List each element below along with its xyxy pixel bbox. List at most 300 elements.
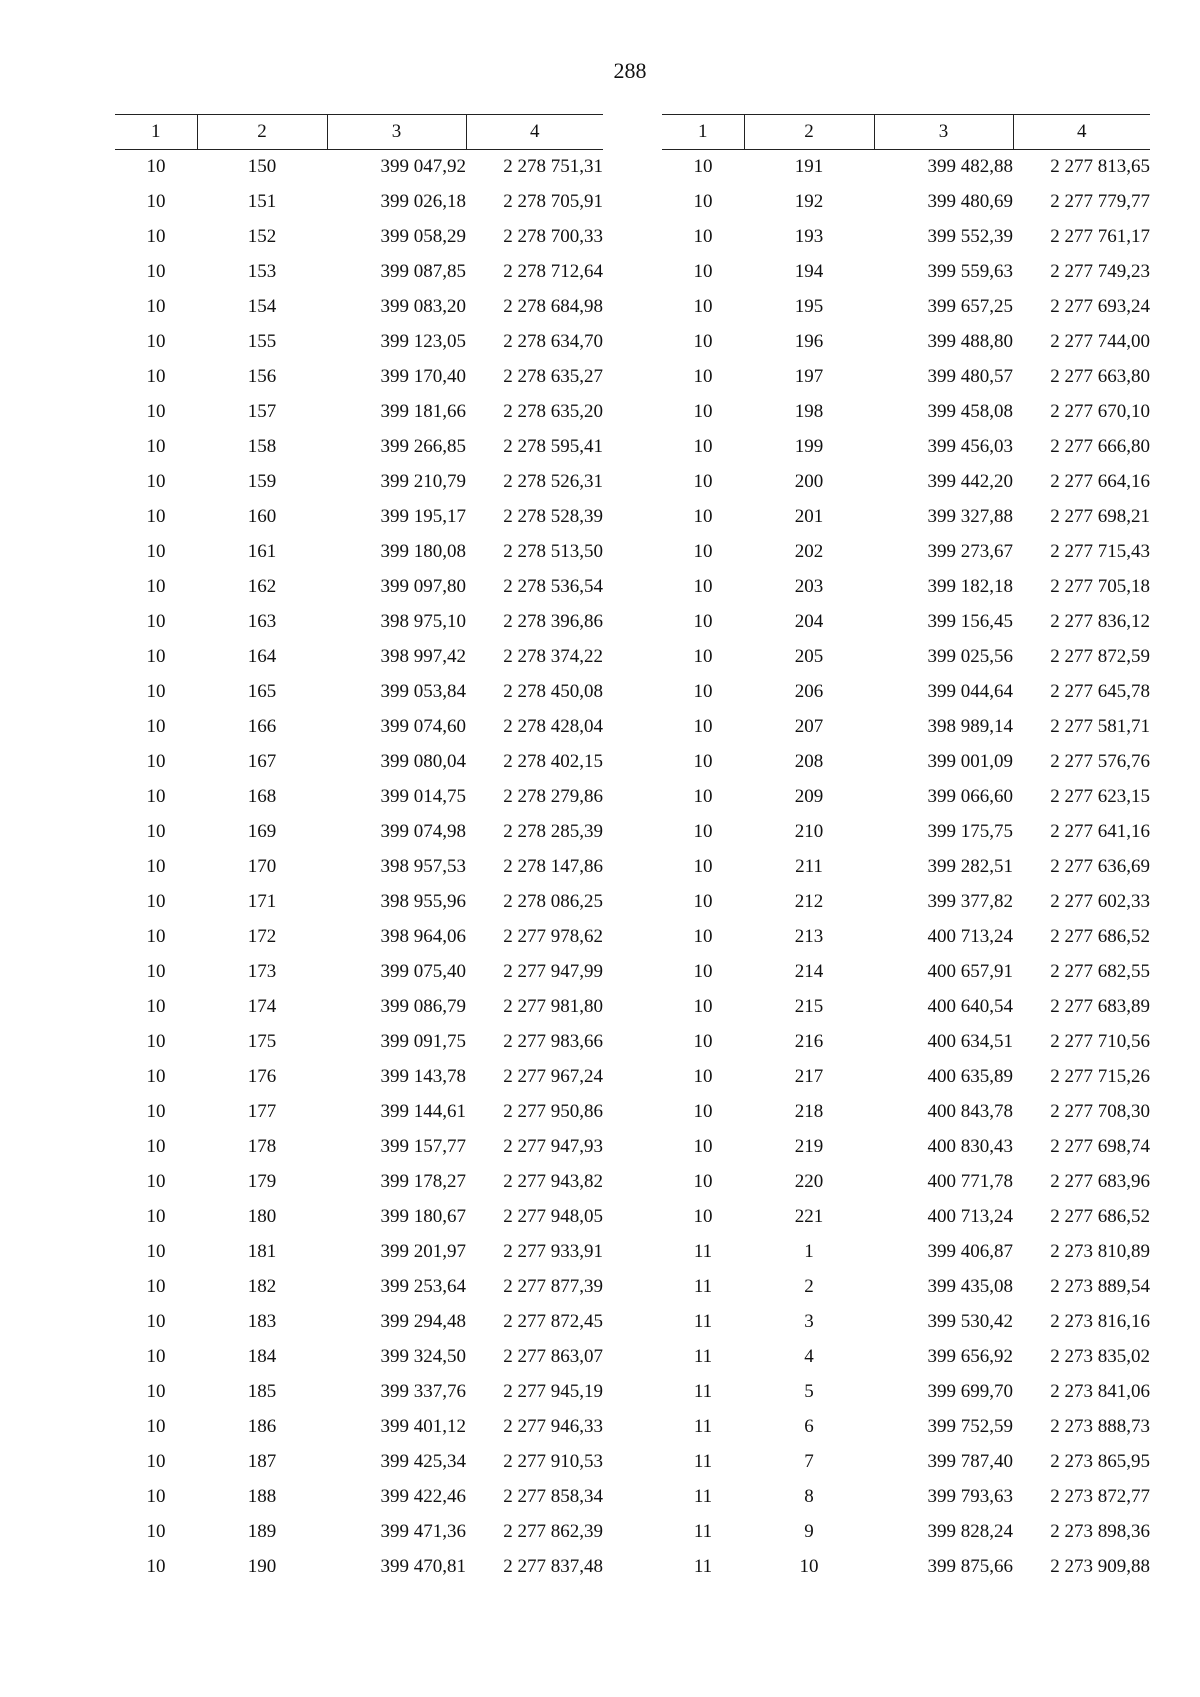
table-cell: 6 <box>804 1416 814 1437</box>
table-cell: 400 830,43 <box>927 1136 1013 1157</box>
table-row <box>115 990 603 1025</box>
table-cell: 10 <box>146 1521 166 1542</box>
table-cell: 2 277 698,21 <box>1050 506 1150 527</box>
coordinates-table-right <box>662 114 1150 1585</box>
table-row <box>115 1410 603 1445</box>
table-cell: 164 <box>247 646 277 667</box>
table-row <box>115 955 603 990</box>
table-header-row <box>115 115 603 150</box>
table-cell: 203 <box>794 576 824 597</box>
table-cell: 399 001,09 <box>927 751 1013 772</box>
table-cell: 2 277 948,05 <box>503 1206 603 1227</box>
table-cell: 197 <box>794 366 824 387</box>
table-cell: 399 087,85 <box>380 261 466 282</box>
table-row <box>115 430 603 465</box>
table-cell: 2 278 634,70 <box>503 331 603 352</box>
table-cell: 201 <box>794 506 824 527</box>
table-cell: 399 175,75 <box>927 821 1013 842</box>
table-cell: 2 277 663,80 <box>1050 366 1150 387</box>
table-cell: 2 277 779,77 <box>1050 191 1150 212</box>
table-cell: 171 <box>247 891 277 912</box>
table-cell: 168 <box>247 786 277 807</box>
table-cell: 10 <box>146 1206 166 1227</box>
table-cell: 10 <box>146 401 166 422</box>
table-cell: 10 <box>799 1556 819 1577</box>
table-cell: 210 <box>794 821 824 842</box>
table-row <box>115 675 603 710</box>
table-cell: 178 <box>247 1136 277 1157</box>
table-cell: 399 327,88 <box>927 506 1013 527</box>
table-cell: 209 <box>794 786 824 807</box>
table-row <box>115 500 603 535</box>
table-cell: 2 278 536,54 <box>503 576 603 597</box>
table-cell: 10 <box>146 681 166 702</box>
table-cell: 399 074,98 <box>380 821 466 842</box>
table-cell: 400 771,78 <box>927 1171 1013 1192</box>
table-cell: 399 123,05 <box>380 331 466 352</box>
table-cell: 11 <box>693 1276 713 1297</box>
table-row <box>662 1550 1150 1585</box>
table-cell: 2 273 810,89 <box>1050 1241 1150 1262</box>
table-cell: 2 277 698,74 <box>1050 1136 1150 1157</box>
table-row <box>662 1200 1150 1235</box>
table-cell: 205 <box>794 646 824 667</box>
table-cell: 2 273 889,54 <box>1050 1276 1150 1297</box>
table-cell: 399 482,88 <box>927 156 1013 178</box>
table-cell: 399 180,08 <box>380 541 466 562</box>
table-cell: 10 <box>693 751 713 772</box>
table-cell: 399 471,36 <box>380 1521 466 1542</box>
table-cell: 163 <box>247 611 277 632</box>
table-cell: 2 273 888,73 <box>1050 1416 1150 1437</box>
column-header: 4 <box>1013 115 1150 150</box>
table-cell: 10 <box>693 611 713 632</box>
table-cell: 2 277 708,30 <box>1050 1101 1150 1122</box>
table-cell: 2 277 686,52 <box>1050 1206 1150 1227</box>
table-cell: 10 <box>693 471 713 492</box>
table-cell: 220 <box>794 1171 824 1192</box>
table-row <box>115 885 603 920</box>
table-cell: 10 <box>146 646 166 667</box>
table-row <box>115 780 603 815</box>
table-cell: 10 <box>146 366 166 387</box>
table-row <box>662 885 1150 920</box>
table-cell: 10 <box>146 1311 166 1332</box>
table-row <box>662 570 1150 605</box>
table-row <box>662 640 1150 675</box>
table-cell: 10 <box>693 576 713 597</box>
table-cell: 2 277 710,56 <box>1050 1031 1150 1052</box>
table-header-row <box>662 115 1150 150</box>
table-cell: 211 <box>795 856 823 877</box>
table-cell: 399 025,56 <box>927 646 1013 667</box>
table-cell: 159 <box>247 471 277 492</box>
table-cell: 10 <box>693 331 713 352</box>
table-cell: 11 <box>693 1416 713 1437</box>
table-row <box>115 570 603 605</box>
table-cell: 182 <box>247 1276 277 1297</box>
table-cell: 2 277 863,07 <box>503 1346 603 1367</box>
table-cell: 10 <box>693 1066 713 1087</box>
table-row <box>662 325 1150 360</box>
table-cell: 10 <box>693 366 713 387</box>
table-cell: 152 <box>247 226 277 247</box>
table-cell: 10 <box>146 751 166 772</box>
table-cell: 399 091,75 <box>380 1031 466 1052</box>
table-cell: 2 278 428,04 <box>503 716 603 737</box>
table-cell: 216 <box>794 1031 824 1052</box>
table-cell: 399 828,24 <box>927 1521 1013 1542</box>
table-cell: 399 282,51 <box>927 856 1013 877</box>
table-cell: 10 <box>693 1171 713 1192</box>
table-cell: 399 488,80 <box>927 331 1013 352</box>
table-cell: 2 277 664,16 <box>1050 471 1150 492</box>
table-cell: 398 964,06 <box>380 926 466 947</box>
table-cell: 218 <box>794 1101 824 1122</box>
table-cell: 399 458,08 <box>927 401 1013 422</box>
table-cell: 399 086,79 <box>380 996 466 1017</box>
table-cell: 10 <box>693 541 713 562</box>
table-row <box>115 185 603 220</box>
table-cell: 191 <box>794 156 824 178</box>
table-cell: 2 277 645,78 <box>1050 681 1150 702</box>
table-row <box>115 815 603 850</box>
table-cell: 399 074,60 <box>380 716 466 737</box>
table-cell: 11 <box>693 1241 713 1262</box>
table-cell: 399 201,97 <box>380 1241 466 1262</box>
table-cell: 176 <box>247 1066 277 1087</box>
table-row <box>662 1375 1150 1410</box>
table-cell: 399 170,40 <box>380 366 466 387</box>
table-cell: 188 <box>247 1486 277 1507</box>
table-cell: 174 <box>247 996 277 1017</box>
table-row <box>662 780 1150 815</box>
table-cell: 398 975,10 <box>380 611 466 632</box>
table-cell: 186 <box>247 1416 277 1437</box>
table-cell: 400 713,24 <box>927 1206 1013 1227</box>
table-cell: 2 277 666,80 <box>1050 436 1150 457</box>
table-row <box>662 675 1150 710</box>
table-cell: 180 <box>247 1206 277 1227</box>
table-cell: 10 <box>146 996 166 1017</box>
table-cell: 2 277 715,26 <box>1050 1066 1150 1087</box>
table-cell: 166 <box>247 716 277 737</box>
table-cell: 399 401,12 <box>380 1416 466 1437</box>
table-cell: 215 <box>794 996 824 1017</box>
table-cell: 10 <box>146 296 166 317</box>
table-cell: 398 957,53 <box>380 856 466 877</box>
table-row <box>662 1235 1150 1270</box>
table-cell: 10 <box>693 996 713 1017</box>
table-cell: 400 713,24 <box>927 926 1013 947</box>
table-cell: 399 075,40 <box>380 961 466 982</box>
table-row <box>115 1200 603 1235</box>
table-row <box>115 535 603 570</box>
table-cell: 399 253,64 <box>380 1276 466 1297</box>
table-cell: 399 787,40 <box>927 1451 1013 1472</box>
table-cell: 2 277 933,91 <box>503 1241 603 1262</box>
table-cell: 10 <box>146 541 166 562</box>
table-row <box>662 150 1150 185</box>
table-cell: 167 <box>247 751 277 772</box>
table-cell: 2 277 602,33 <box>1050 891 1150 912</box>
table-cell: 150 <box>247 156 277 178</box>
table-cell: 399 014,75 <box>380 786 466 807</box>
table-cell: 2 277 744,00 <box>1050 331 1150 352</box>
table-cell: 2 277 946,33 <box>503 1416 603 1437</box>
table-cell: 2 277 686,52 <box>1050 926 1150 947</box>
table-cell: 189 <box>247 1521 277 1542</box>
table-cell: 10 <box>146 471 166 492</box>
table-row <box>662 1410 1150 1445</box>
table-cell: 2 273 835,02 <box>1050 1346 1150 1367</box>
table-cell: 158 <box>247 436 277 457</box>
table-cell: 10 <box>146 891 166 912</box>
table-cell: 172 <box>247 926 277 947</box>
table-cell: 2 277 813,65 <box>1050 156 1150 178</box>
table-cell: 10 <box>146 1066 166 1087</box>
table-cell: 2 277 749,23 <box>1050 261 1150 282</box>
table-cell: 399 066,60 <box>927 786 1013 807</box>
table-cell: 2 277 761,17 <box>1050 226 1150 247</box>
table-cell: 399 480,57 <box>927 366 1013 387</box>
table-cell: 2 277 576,76 <box>1050 751 1150 772</box>
table-row <box>662 1095 1150 1130</box>
table-cell: 204 <box>794 611 824 632</box>
table-cell: 10 <box>146 716 166 737</box>
table-row <box>115 1375 603 1410</box>
table-cell: 10 <box>146 1381 166 1402</box>
table-cell: 2 278 279,86 <box>503 786 603 807</box>
table-cell: 2 278 396,86 <box>503 611 603 632</box>
table-row <box>115 710 603 745</box>
table-cell: 10 <box>146 611 166 632</box>
table-cell: 399 422,46 <box>380 1486 466 1507</box>
table-cell: 398 989,14 <box>927 716 1013 737</box>
table-cell: 2 278 147,86 <box>503 856 603 877</box>
table-row <box>115 1550 603 1585</box>
table-cell: 190 <box>247 1556 277 1577</box>
table-cell: 177 <box>247 1101 277 1122</box>
table-cell: 157 <box>247 401 277 422</box>
table-cell: 11 <box>693 1346 713 1367</box>
table-cell: 10 <box>693 716 713 737</box>
table-cell: 9 <box>804 1521 814 1542</box>
table-cell: 10 <box>146 1171 166 1192</box>
table-cell: 399 377,82 <box>927 891 1013 912</box>
table-cell: 10 <box>146 191 166 212</box>
table-cell: 399 044,64 <box>927 681 1013 702</box>
table-cell: 399 143,78 <box>380 1066 466 1087</box>
table-cell: 2 277 682,55 <box>1050 961 1150 982</box>
table-cell: 399 156,45 <box>927 611 1013 632</box>
table-cell: 2 277 623,15 <box>1050 786 1150 807</box>
table-cell: 10 <box>146 1241 166 1262</box>
table-cell: 2 277 872,59 <box>1050 646 1150 667</box>
table-cell: 2 277 877,39 <box>503 1276 603 1297</box>
table-row <box>662 850 1150 885</box>
table-cell: 399 337,76 <box>380 1381 466 1402</box>
table-cell: 2 277 705,18 <box>1050 576 1150 597</box>
table-cell: 2 278 402,15 <box>503 751 603 772</box>
table-row <box>662 745 1150 780</box>
table-row <box>115 1305 603 1340</box>
table-cell: 185 <box>247 1381 277 1402</box>
table-row <box>662 465 1150 500</box>
table-cell: 10 <box>146 331 166 352</box>
table-cell: 10 <box>693 926 713 947</box>
table-row <box>662 185 1150 220</box>
table-cell: 399 058,29 <box>380 226 466 247</box>
table-cell: 8 <box>804 1486 814 1507</box>
table-row <box>115 220 603 255</box>
table-cell: 2 277 950,86 <box>503 1101 603 1122</box>
table-cell: 399 294,48 <box>380 1311 466 1332</box>
table-cell: 2 277 862,39 <box>503 1521 603 1542</box>
table-cell: 2 273 909,88 <box>1050 1556 1150 1577</box>
table-cell: 399 266,85 <box>380 436 466 457</box>
table-cell: 2 278 526,31 <box>503 471 603 492</box>
table-cell: 10 <box>146 1486 166 1507</box>
table-cell: 399 875,66 <box>927 1556 1013 1577</box>
table-cell: 10 <box>146 1451 166 1472</box>
column-header: 3 <box>874 115 1013 150</box>
table-cell: 10 <box>146 226 166 247</box>
table-cell: 184 <box>247 1346 277 1367</box>
table-cell: 399 752,59 <box>927 1416 1013 1437</box>
table-row <box>662 255 1150 290</box>
table-cell: 2 277 670,10 <box>1050 401 1150 422</box>
table-cell: 181 <box>247 1241 277 1262</box>
table-cell: 2 277 683,89 <box>1050 996 1150 1017</box>
table-cell: 399 180,67 <box>380 1206 466 1227</box>
table-cell: 10 <box>693 436 713 457</box>
table-cell: 10 <box>146 786 166 807</box>
table-cell: 202 <box>794 541 824 562</box>
table-cell: 162 <box>247 576 277 597</box>
table-cell: 5 <box>804 1381 814 1402</box>
table-cell: 2 278 700,33 <box>503 226 603 247</box>
table-row <box>662 1340 1150 1375</box>
table-cell: 10 <box>146 1556 166 1577</box>
table-cell: 10 <box>693 786 713 807</box>
table-cell: 11 <box>693 1521 713 1542</box>
table-cell: 2 278 751,31 <box>503 156 603 178</box>
table-cell: 206 <box>794 681 824 702</box>
table-cell: 2 278 513,50 <box>503 541 603 562</box>
table-cell: 400 634,51 <box>927 1031 1013 1052</box>
table-row <box>115 640 603 675</box>
table-cell: 2 273 898,36 <box>1050 1521 1150 1542</box>
table-cell: 10 <box>146 1101 166 1122</box>
table-cell: 217 <box>794 1066 824 1087</box>
table-cell: 2 278 595,41 <box>503 436 603 457</box>
table-cell: 2 277 947,99 <box>503 961 603 982</box>
table-cell: 193 <box>794 226 824 247</box>
table-cell: 11 <box>693 1486 713 1507</box>
table-cell: 399 442,20 <box>927 471 1013 492</box>
table-cell: 399 425,34 <box>380 1451 466 1472</box>
table-row <box>662 1025 1150 1060</box>
table-row <box>662 1305 1150 1340</box>
table-row <box>115 360 603 395</box>
table-cell: 2 278 450,08 <box>503 681 603 702</box>
table-cell: 156 <box>247 366 277 387</box>
table-row <box>115 255 603 290</box>
page-number: 288 <box>613 58 647 83</box>
table-row <box>662 815 1150 850</box>
table-cell: 399 195,17 <box>380 506 466 527</box>
table-cell: 10 <box>693 506 713 527</box>
table-cell: 399 530,42 <box>927 1311 1013 1332</box>
table-cell: 399 026,18 <box>380 191 466 212</box>
table-cell: 4 <box>804 1346 814 1367</box>
table-cell: 399 406,87 <box>927 1241 1013 1262</box>
table-cell: 398 955,96 <box>380 891 466 912</box>
table-cell: 2 <box>804 1276 814 1297</box>
table-row <box>115 150 603 185</box>
table-cell: 11 <box>693 1311 713 1332</box>
table-cell: 399 324,50 <box>380 1346 466 1367</box>
table-cell: 2 277 872,45 <box>503 1311 603 1332</box>
table-cell: 10 <box>146 261 166 282</box>
table-cell: 173 <box>247 961 277 982</box>
table-cell: 187 <box>247 1451 277 1472</box>
table-cell: 10 <box>693 191 713 212</box>
table-cell: 400 843,78 <box>927 1101 1013 1122</box>
table-cell: 400 640,54 <box>927 996 1013 1017</box>
table-cell: 399 552,39 <box>927 226 1013 247</box>
table-cell: 183 <box>247 1311 277 1332</box>
table-cell: 2 277 981,80 <box>503 996 603 1017</box>
table-row <box>115 395 603 430</box>
table-cell: 10 <box>693 1136 713 1157</box>
table-cell: 2 277 636,69 <box>1050 856 1150 877</box>
table-cell: 2 278 635,20 <box>503 401 603 422</box>
table-cell: 154 <box>247 296 277 317</box>
table-row <box>662 1515 1150 1550</box>
table-row <box>662 290 1150 325</box>
table-cell: 2 273 816,16 <box>1050 1311 1150 1332</box>
table-cell: 10 <box>146 506 166 527</box>
table-row <box>662 1445 1150 1480</box>
table-row <box>662 1270 1150 1305</box>
table-cell: 11 <box>693 1556 713 1577</box>
table-row <box>115 1130 603 1165</box>
table-cell: 2 277 837,48 <box>503 1556 603 1577</box>
table-cell: 2 278 086,25 <box>503 891 603 912</box>
table-cell: 10 <box>693 891 713 912</box>
column-header: 2 <box>197 115 327 150</box>
table-cell: 10 <box>146 856 166 877</box>
table-cell: 213 <box>794 926 824 947</box>
table-row <box>115 920 603 955</box>
table-row <box>115 1515 603 1550</box>
table-row <box>115 465 603 500</box>
table-row <box>115 1095 603 1130</box>
column-header: 1 <box>662 115 744 150</box>
table-cell: 399 210,79 <box>380 471 466 492</box>
table-cell: 10 <box>693 156 713 178</box>
table-cell: 10 <box>146 1416 166 1437</box>
table-row <box>662 535 1150 570</box>
table-cell: 219 <box>794 1136 824 1157</box>
table-cell: 2 278 712,64 <box>503 261 603 282</box>
table-cell: 2 278 528,39 <box>503 506 603 527</box>
table-cell: 399 053,84 <box>380 681 466 702</box>
table-cell: 398 997,42 <box>380 646 466 667</box>
table-cell: 399 047,92 <box>380 156 466 178</box>
